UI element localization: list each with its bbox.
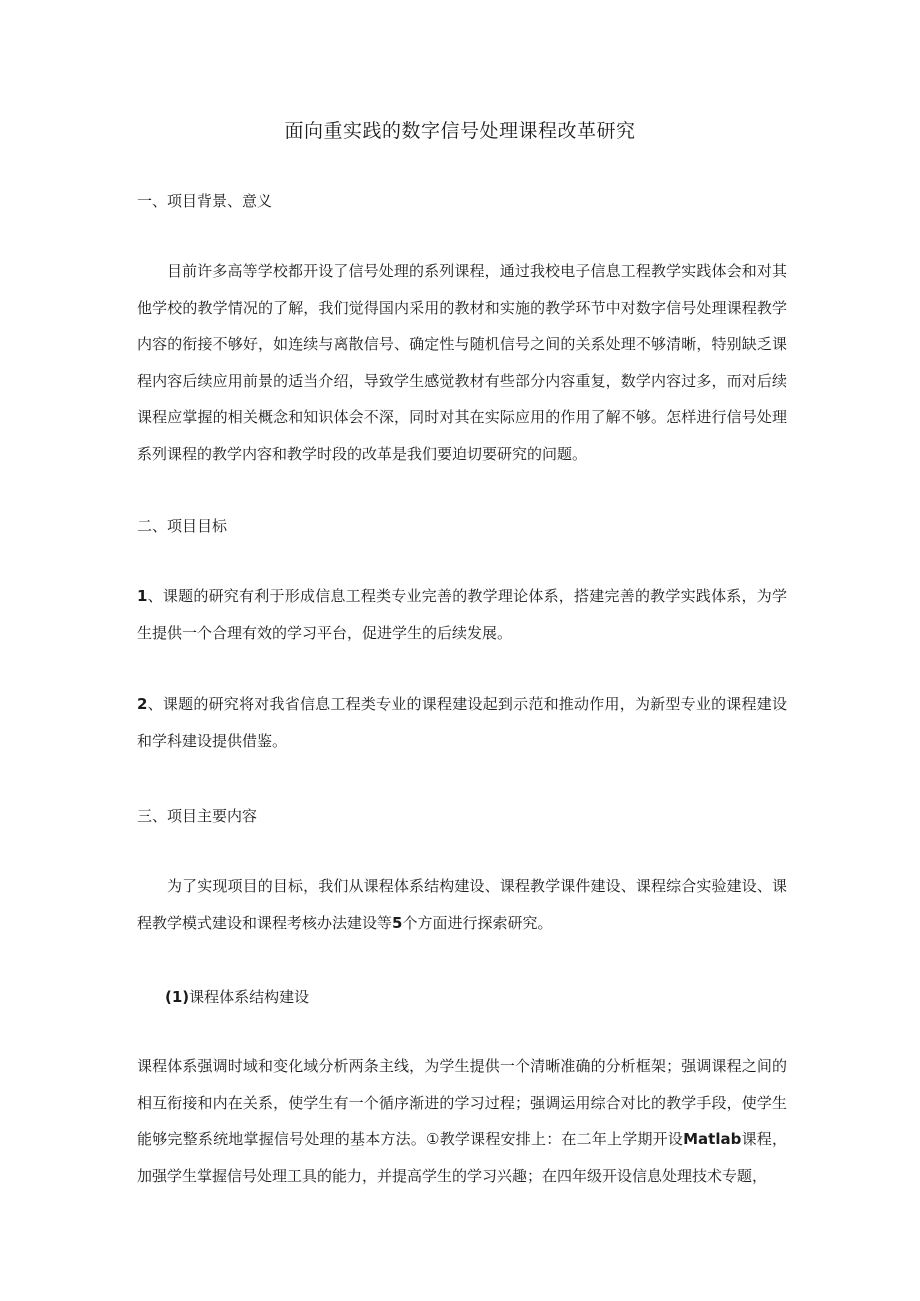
curriculum-text-b: 课程，加强学生掌握信号处理工具的能力，并提高学生的学习兴趣；在四年级开设信息处理技术专题，	[137, 1130, 787, 1185]
content-intro-text-b: 个方面进行探索研究。	[402, 913, 553, 932]
section-heading-content: 三、项目主要内容	[137, 807, 258, 825]
goal-item-2-number: 2	[137, 695, 148, 713]
curriculum-structure-paragraph	[137, 1048, 787, 1194]
subsection-heading-1	[165, 986, 309, 1007]
curriculum-matlab-term: Matlab	[683, 1130, 742, 1148]
goal-item-1-text: 、课题的研究有利于形成信息工程类专业完善的教学理论体系，搭建完善的教学实践体系，为学生提供一个合理有效的学习平台，促进学生的后续发展。	[137, 587, 787, 642]
background-paragraph: 目前许多高等学校都开设了信号处理的系列课程，通过我校电子信息工程教学实践体会和对其他学校的教学情况的了解，我们觉得国内采用的教材和实施的教学环节中对数字信号处理课程教学内容的衔接不够好，如连续与离散信号、确定性与随机信号之间的关系处理不够清晰，特别缺乏课程内容后续应用前景的适当介绍，导致学生感觉教材有些部分内容重复，数学内容过多，而对后续课程应掌握的相关概念和知识体会不深，同时对其在实际应用的作用了解不够。怎样进行信号处理系列课程的教学内容和教学时段的改革是我们要迫切要研究的问题。	[137, 262, 787, 463]
content-intro-text-a: 为了实现项目的目标，我们从课程体系结构建设、课程教学课件建设、课程综合实验建设、课程教学模式建设和课程考核办法建设等	[137, 877, 787, 932]
subsection-heading-1-number: (1)	[165, 988, 190, 1006]
section-heading-background: 一、项目背景、意义	[137, 192, 273, 210]
subsection-heading-1-text: 课程体系结构建设	[189, 988, 310, 1006]
content-intro-paragraph	[137, 868, 787, 941]
goal-item-2	[137, 686, 787, 759]
goal-item-2-text: 、课题的研究将对我省信息工程类专业的课程建设起到示范和推动作用，为新型专业的课程建设和学科建设提供借鉴。	[137, 695, 787, 750]
goal-item-1	[137, 578, 787, 651]
content-intro-number: 5	[392, 913, 403, 932]
curriculum-text-a: 课程体系强调时域和变化域分析两条主线，为学生提供一个清晰准确的分析框架；强调课程之间的相互衔接和内在关系，使学生有一个循序渐进的学习过程；强调运用综合对比的教学手段，使学生能够完整系统地掌握信号处理的基本方法。①教学课程安排上：在二年上学期开设	[137, 1057, 787, 1148]
document-title: 面向重实践的数字信号处理课程改革研究	[284, 120, 636, 142]
goal-item-1-number: 1	[137, 587, 148, 605]
section-heading-goals: 二、项目目标	[137, 517, 228, 535]
